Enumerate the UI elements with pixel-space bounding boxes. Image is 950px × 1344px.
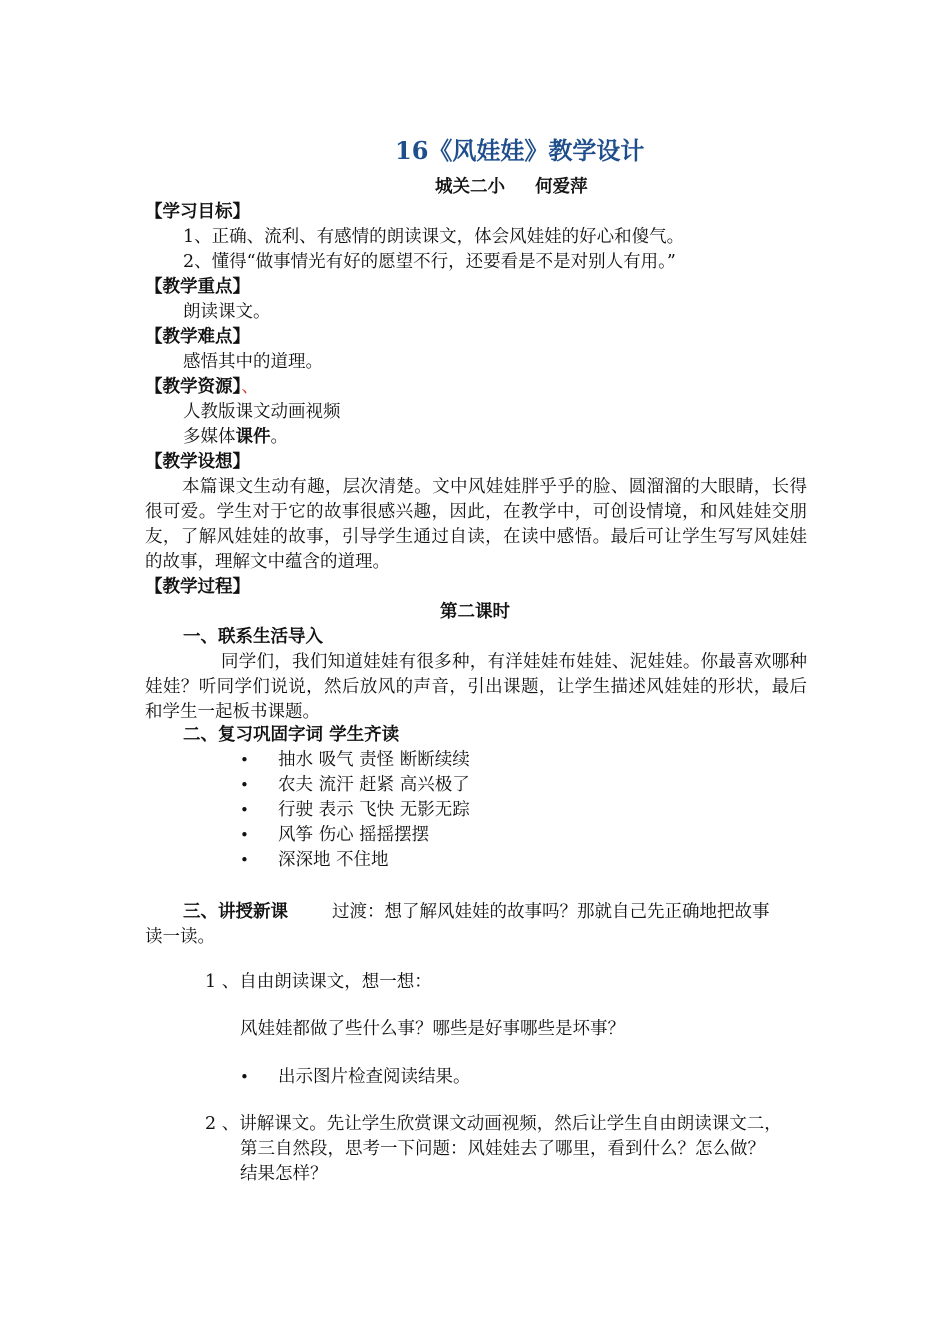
process-heading: 【教学过程】 [145, 577, 250, 597]
resource-courseware-pre: 多媒体 [183, 427, 236, 447]
bullet-dot: • [240, 801, 249, 819]
lesson-label: 第二课时 [440, 602, 510, 622]
step2-text: 2 、讲解课文。先让学生欣赏课文动画视频，然后让学生自由朗读课文二， [205, 1114, 782, 1134]
word-list-item [240, 848, 249, 873]
resource-courseware [183, 425, 288, 450]
word-list-item [240, 798, 249, 823]
resources-heading-row [145, 375, 259, 400]
word-list-text: 深深地 不住地 [278, 850, 389, 870]
part1-paragraph: 同学们，我们知道娃娃有很多种，有洋娃娃布娃娃、泥娃娃。你最喜欢哪种娃娃？听同学们说说，然后放风的声音，引出课题，让学生描述风娃娃的形状，最后和学生一起板书课题。 [145, 652, 807, 722]
part3-transition: 过渡：想了解风娃娃的故事吗？那就自己先正确地把故事 [332, 902, 770, 922]
step1-bullet-text: 出示图片检查阅读结果。 [278, 1067, 471, 1087]
resources-mark: 、 [241, 377, 259, 397]
word-list-text: 抽水 吸气 责怪 断断续续 [278, 750, 470, 770]
resource-courseware-bold: 课件 [235, 427, 271, 447]
part3-heading: 三、讲授新课 [183, 902, 288, 922]
part3-transition-cont: 读一读。 [145, 927, 215, 947]
difficulty-heading: 【教学难点】 [145, 327, 250, 347]
word-list-item [240, 823, 249, 848]
bullet-dot: • [240, 826, 249, 844]
difficulty-text: 感悟其中的道理。 [183, 352, 323, 372]
goal-item: 2、懂得“做事情光有好的愿望不行，还要看是不是对别人有用。” [183, 252, 676, 272]
step2-text-cont: 第三自然段，思考一下问题：风娃娃去了哪里，看到什么？怎么做？ [240, 1139, 765, 1159]
resources-heading: 【教学资源】 [145, 377, 242, 397]
resource-courseware-post: 。 [270, 427, 288, 447]
concept-paragraph: 本篇课文生动有趣，层次清楚。文中风娃娃胖乎乎的脸、圆溜溜的大眼睛，长得很可爱。学生对于它的故事很感兴趣，因此，在教学中，可创设情境，和风娃娃交朋友，了解风娃娃的故事，引导学生通过自读，在读中感悟。最后可让学生写写风娃娃的故事，理解文中蕴含的道理。 [145, 477, 807, 572]
bullet-dot: • [240, 851, 249, 869]
step1-question: 风娃娃都做了些什么事？哪些是好事哪些是坏事？ [240, 1019, 625, 1039]
bullet-dot: • [240, 776, 249, 794]
step1-text: 1 、自由朗读课文，想一想： [205, 972, 432, 992]
word-list-item [240, 773, 249, 798]
bullet-dot: • [240, 1068, 249, 1086]
focus-heading: 【教学重点】 [145, 277, 250, 297]
word-list-text: 行驶 表示 飞快 无影无踪 [278, 800, 470, 820]
part2-heading: 二、复习巩固字词 学生齐读 [183, 725, 400, 745]
step1-bullet [240, 1065, 249, 1090]
word-list-item [240, 748, 249, 773]
resource-video: 人教版课文动画视频 [183, 402, 341, 422]
bullet-dot: • [240, 751, 249, 769]
step2-text-cont2: 结果怎样？ [240, 1164, 328, 1184]
part1-heading: 一、联系生活导入 [183, 627, 323, 647]
goals-heading: 【学习目标】 [145, 202, 250, 222]
word-list-text: 农夫 流汗 赶紧 高兴极了 [278, 775, 470, 795]
word-list-text: 风筝 伤心 摇摇摆摆 [278, 825, 430, 845]
page-title: 16《风娃娃》教学设计 [395, 136, 645, 165]
focus-text: 朗读课文。 [183, 302, 271, 322]
goal-item: 1、正确、流利、有感情的朗读课文，体会风娃娃的好心和傻气。 [183, 227, 685, 247]
concept-heading: 【教学设想】 [145, 452, 250, 472]
author-line: 城关二小 何爱萍 [435, 177, 588, 197]
